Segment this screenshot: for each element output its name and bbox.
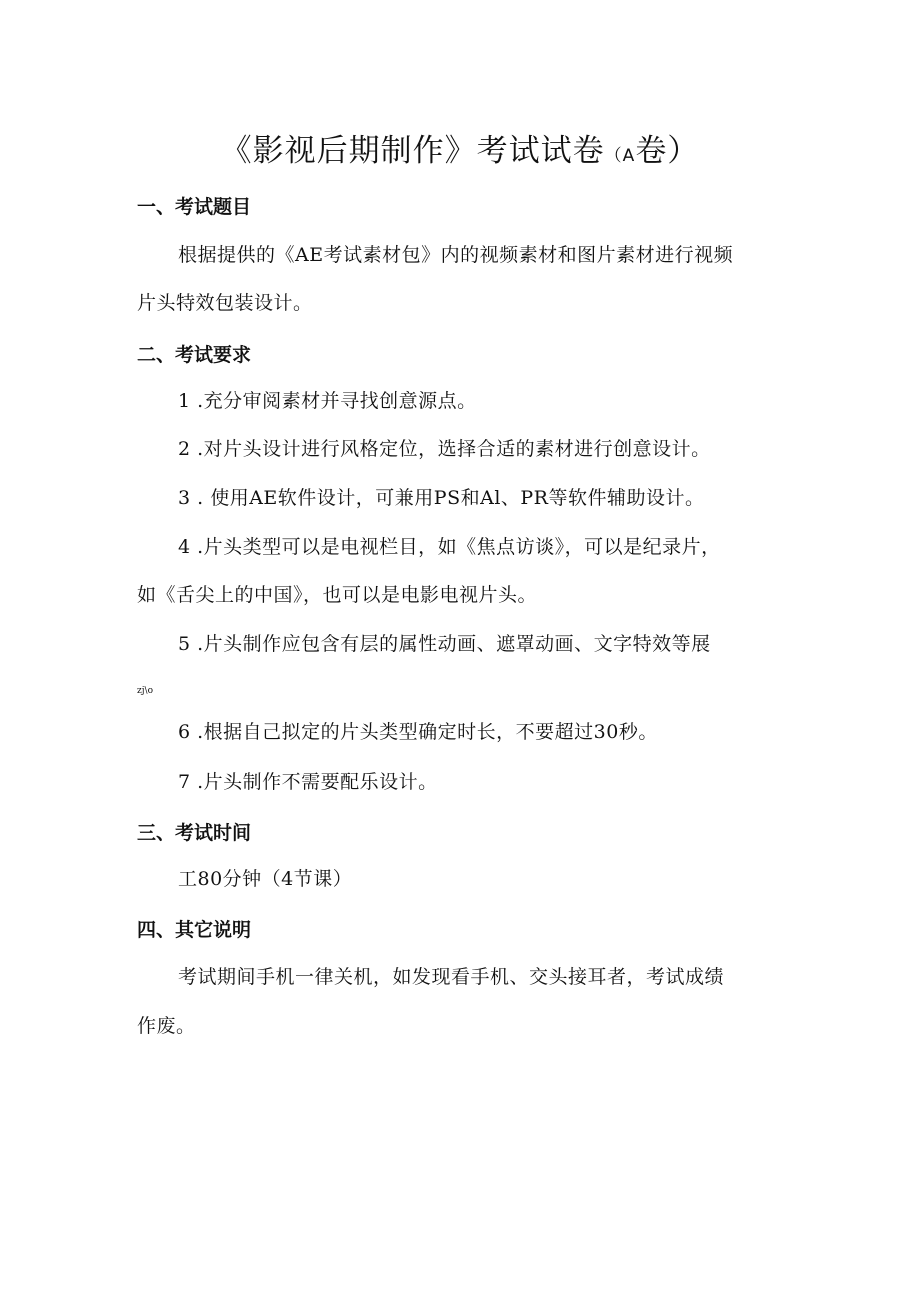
requirement-item-5: 5 .片头制作应包含有层的属性动画、遮罩动画、文字特效等展 bbox=[178, 633, 711, 655]
section-heading-topic: 一、考试题目 bbox=[137, 196, 252, 218]
requirement-item-2: 2 .对片头设计进行风格定位，选择合适的素材进行创意设计。 bbox=[178, 438, 711, 460]
requirement-item-7: 7 .片头制作不需要配乐设计。 bbox=[178, 771, 438, 793]
topic-line-1: 根据提供的《AE考试素材包》内的视频素材和图片素材进行视频 bbox=[178, 244, 734, 266]
requirement-item-4-cont: 如《舌尖上的中国》，也可以是电影电视片头。 bbox=[137, 584, 538, 606]
section-heading-time: 三、考试时间 bbox=[137, 822, 252, 844]
notes-line-2: 作废。 bbox=[137, 1015, 196, 1037]
page-title bbox=[0, 125, 920, 170]
title-paren-close: 卷） bbox=[635, 133, 700, 169]
section-heading-notes: 四、其它说明 bbox=[137, 919, 252, 941]
requirement-item-3: 3 . 使用AE软件设计，可兼用PS和Al、PR等软件辅助设计。 bbox=[178, 487, 705, 509]
title-paren-open: （A bbox=[604, 146, 636, 166]
requirement-item-1: 1 .充分审阅素材并寻找创意源点。 bbox=[178, 390, 477, 412]
requirement-item-5-cont: zj\o bbox=[137, 686, 153, 696]
notes-line-1: 考试期间手机一律关机，如发现看手机、交头接耳者，考试成绩 bbox=[178, 966, 725, 988]
topic-line-2: 片头特效包装设计。 bbox=[137, 292, 313, 314]
requirement-item-6: 6 .根据自己拟定的片头类型确定时长，不要超过30秒。 bbox=[178, 721, 658, 743]
section-heading-requirements: 二、考试要求 bbox=[137, 344, 252, 366]
exam-time-line: 工80分钟（4节课） bbox=[178, 868, 353, 890]
requirement-item-4: 4 .片头类型可以是电视栏目，如《焦点访谈》，可以是纪录片， bbox=[178, 536, 721, 558]
title-main: 《影视后期制作》考试试卷 bbox=[220, 133, 605, 169]
